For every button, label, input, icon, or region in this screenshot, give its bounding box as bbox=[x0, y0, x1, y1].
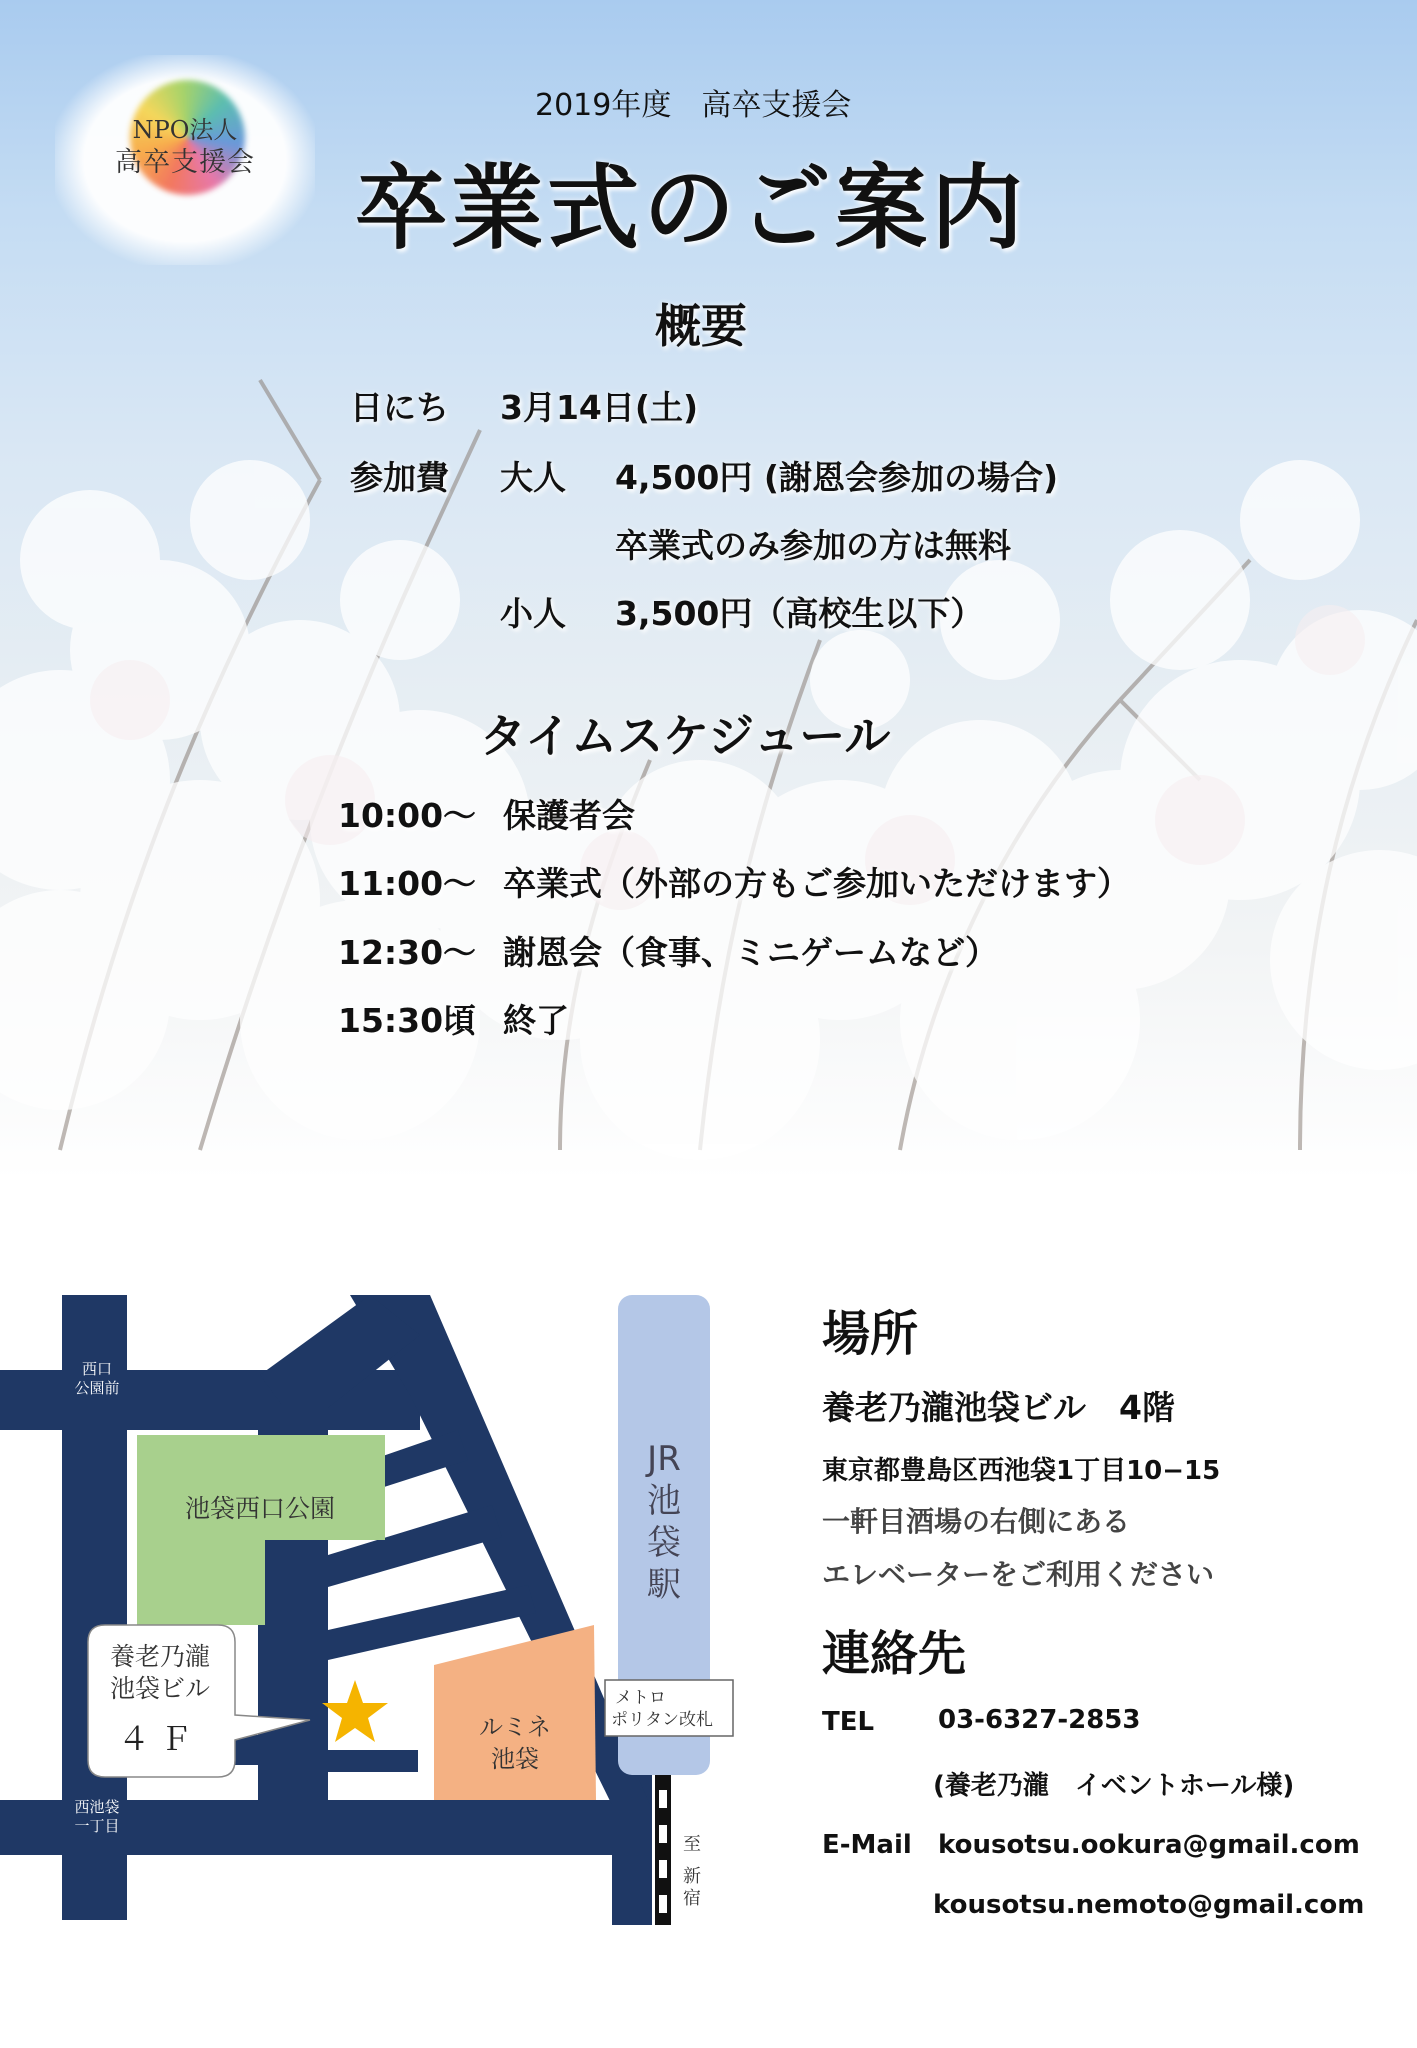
lumine-label: ルミネ bbox=[479, 1713, 551, 1741]
schedule-heading: タイムスケジュール bbox=[480, 709, 891, 763]
venue-note: エレベーターをご利用ください bbox=[822, 1558, 1215, 1591]
venue-heading: 場所 bbox=[822, 1306, 919, 1362]
building-label: 池袋ビル bbox=[109, 1674, 211, 1703]
nishiikebukuro-label: 一丁目 bbox=[74, 1817, 120, 1835]
star-icon bbox=[322, 1680, 388, 1742]
adult-fee: 4,500円 (謝恩会参加の場合) bbox=[615, 458, 1059, 497]
to-shinjuku-label: 新 bbox=[683, 1866, 701, 1887]
to-shinjuku-label: 至 bbox=[683, 1834, 701, 1855]
nishiguchi-label: 公園前 bbox=[74, 1379, 120, 1397]
schedule-time: 11:00～ bbox=[338, 864, 477, 903]
email-label: E-Mail bbox=[822, 1830, 912, 1860]
jr-label: 池 bbox=[647, 1481, 681, 1521]
email-link[interactable]: kousotsu.ookura@gmail.com bbox=[938, 1830, 1360, 1860]
schedule-event: 保護者会 bbox=[503, 796, 635, 835]
tel-note: (養老乃瀧 イベントホール様) bbox=[933, 1771, 1295, 1801]
access-map bbox=[0, 1295, 760, 1935]
child-label: 小人 bbox=[500, 594, 566, 633]
building-label: 養老乃瀧 bbox=[109, 1642, 211, 1671]
date-label: 日にち bbox=[350, 388, 449, 427]
schedule-event: 終了 bbox=[503, 1001, 569, 1040]
email-link[interactable]: kousotsu.nemoto@gmail.com bbox=[933, 1890, 1365, 1920]
jr-label: JR bbox=[647, 1439, 681, 1479]
jr-label: 袋 bbox=[647, 1523, 681, 1563]
schedule-time: 12:30～ bbox=[338, 933, 477, 972]
to-shinjuku-label: 宿 bbox=[683, 1888, 701, 1909]
venue-address: 東京都豊島区西池袋1丁目10−15 bbox=[822, 1456, 1221, 1486]
nishiikebukuro-label: 西池袋 bbox=[74, 1798, 120, 1816]
schedule-time: 10:00～ bbox=[338, 796, 477, 835]
logo-org-name: 高卒支援会 bbox=[115, 147, 255, 178]
child-fee: 3,500円（高校生以下） bbox=[615, 594, 984, 633]
fee-label: 参加費 bbox=[350, 458, 449, 497]
nishiguchi-label: 西口 bbox=[81, 1360, 113, 1378]
page-title: 卒業式のご案内 bbox=[355, 155, 1028, 262]
overview-heading: 概要 bbox=[655, 299, 747, 353]
tel-value[interactable]: 03-6327-2853 bbox=[938, 1705, 1141, 1735]
jr-label: 駅 bbox=[647, 1565, 681, 1605]
park-label: 池袋西口公園 bbox=[184, 1494, 336, 1523]
metro-label: メトロ bbox=[615, 1688, 666, 1708]
event-subtitle: 2019年度 高卒支援会 bbox=[535, 88, 852, 123]
logo-npo-label: NPO法人 bbox=[132, 116, 238, 144]
npo-logo bbox=[55, 55, 315, 265]
venue-name: 養老乃瀧池袋ビル 4階 bbox=[822, 1388, 1175, 1427]
floor-label: ４ Ｆ bbox=[117, 1720, 193, 1758]
schedule-event: 卒業式（外部の方もご参加いただけます） bbox=[503, 864, 1130, 903]
schedule-event: 謝恩会（食事、ミニゲームなど） bbox=[503, 933, 998, 972]
metro-label: ポリタン改札 bbox=[611, 1710, 713, 1730]
schedule-time: 15:30頃 bbox=[338, 1001, 477, 1040]
contact-heading: 連絡先 bbox=[822, 1626, 967, 1682]
adult-note: 卒業式のみ参加の方は無料 bbox=[615, 526, 1011, 565]
date-value: 3月14日(土) bbox=[500, 388, 699, 427]
tel-label: TEL bbox=[822, 1707, 875, 1737]
park-area bbox=[137, 1435, 385, 1625]
venue-note: 一軒目酒場の右側にある bbox=[822, 1505, 1131, 1538]
adult-label: 大人 bbox=[500, 458, 566, 497]
lumine-label: 池袋 bbox=[491, 1745, 539, 1773]
